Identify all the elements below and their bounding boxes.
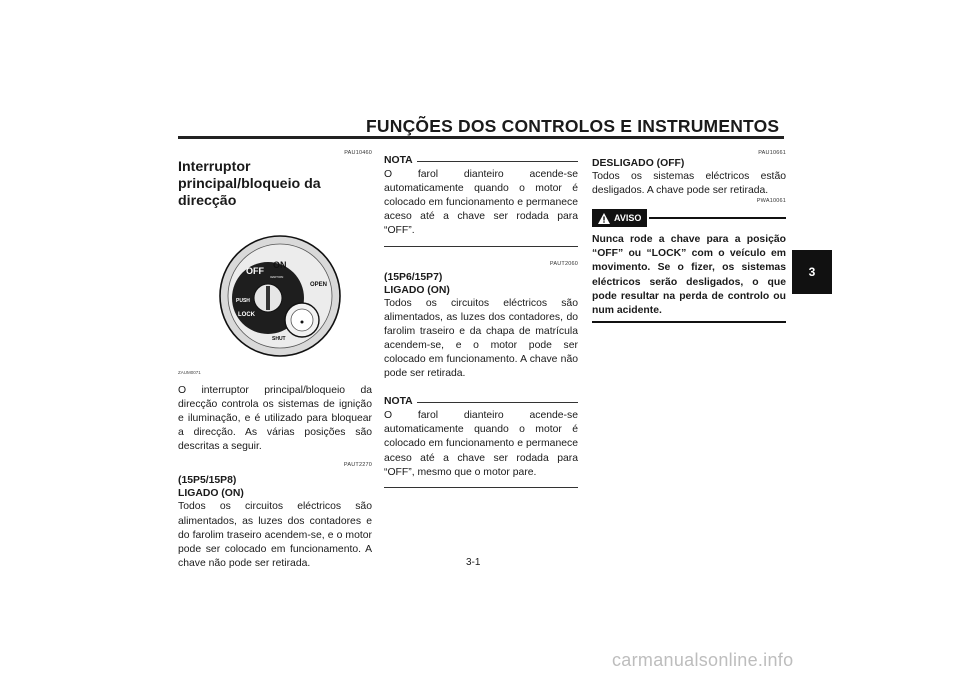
ref-code: PAUT2270 xyxy=(343,462,372,469)
section-heading: Interruptor principal/bloqueio da direcção xyxy=(178,159,321,209)
label-lock: LOCK xyxy=(238,312,255,318)
ref-code: PAU10661 xyxy=(758,150,786,156)
note-text: O farol dianteiro acende-se automaticamente quando o motor é colocado em funcionamento e permanece aceso até a chave ser rodada para “OFF”, mesmo que o motor pare. xyxy=(384,410,578,478)
ref-code: PAUT2060 xyxy=(549,260,578,267)
warning-icon xyxy=(598,213,610,224)
column-3 xyxy=(592,150,786,323)
position-on-text: Todos os circuitos eléctricos são alimentados, as luzes dos contadores e do farolim traseiro acendem-se, e o motor pode ser colocado em funcionamento. A chave não pode ser retirada. xyxy=(178,501,372,569)
note-end-rule xyxy=(384,487,578,488)
note-end-rule xyxy=(384,246,578,247)
label-small: IGNITION xyxy=(270,275,284,279)
model-codes: (15P6/15P7) xyxy=(384,271,443,283)
note-header xyxy=(384,154,578,168)
label-on: ON xyxy=(273,260,287,270)
position-heading-on: LIGADO (ON) xyxy=(384,284,450,296)
note-header xyxy=(384,395,578,409)
position-heading-on: LIGADO (ON) xyxy=(178,488,244,500)
label-open: OPEN xyxy=(310,282,328,288)
warning-label: AVISO xyxy=(614,213,642,224)
ignition-switch-figure xyxy=(178,216,372,384)
figure-code: ZAUM0071 xyxy=(178,370,201,375)
column-1 xyxy=(178,150,372,571)
note-label: NOTA xyxy=(384,396,413,408)
label-push: PUSH xyxy=(236,298,250,304)
ref-code: PAU10460 xyxy=(344,150,372,156)
warning-end-rule xyxy=(592,321,786,323)
warning-text: Nunca rode a chave para a posição “OFF” ou “LOCK” com o veículo em movimento. Se o fizer, os sistemas eléctricos serão desligados, o que pode resultar na perda de controlo ou num acidente. xyxy=(592,234,786,316)
chapter-tab: 3 xyxy=(792,250,832,294)
page-header-title: FUNÇÕES DOS CONTROLOS E INSTRUMENTOS xyxy=(366,116,780,136)
ignition-switch-illustration xyxy=(178,216,372,376)
note-text: O farol dianteiro acende-se automaticamente quando o motor é colocado em funcionamento e permanece aceso até a chave ser rodada para “OFF”. xyxy=(384,169,578,237)
position-on-text: Todos os circuitos eléctricos são alimentados, as luzes dos contadores, do farolim traseiro e da chapa de matrícula acendem-se, e o motor pode ser colocado em funcionamento. A chave não pode ser retirada. xyxy=(384,297,578,380)
ref-code: PWA10061 xyxy=(756,198,786,205)
column-2 xyxy=(384,150,578,488)
intro-paragraph: O interruptor principal/bloqueio da direcção controla os sistemas de ignição e iluminação, e é utilizado para bloquear a direcção. As várias posições são descritas a seguir. xyxy=(178,385,372,453)
position-off-text: Todos os sistemas eléctricos estão desligados. A chave pode ser retirada. xyxy=(592,171,786,197)
warning-header xyxy=(592,209,786,227)
position-heading-off: DESLIGADO (OFF) xyxy=(592,158,685,169)
warning-badge xyxy=(592,209,647,227)
label-shut: SHUT xyxy=(272,336,286,342)
watermark: carmanualsonline.info xyxy=(612,650,794,670)
model-codes: (15P5/15P8) xyxy=(178,475,237,487)
page-number: 3-1 xyxy=(466,557,481,568)
label-off: OFF xyxy=(246,266,264,276)
header-rule xyxy=(178,136,784,139)
note-label: NOTA xyxy=(384,155,413,166)
